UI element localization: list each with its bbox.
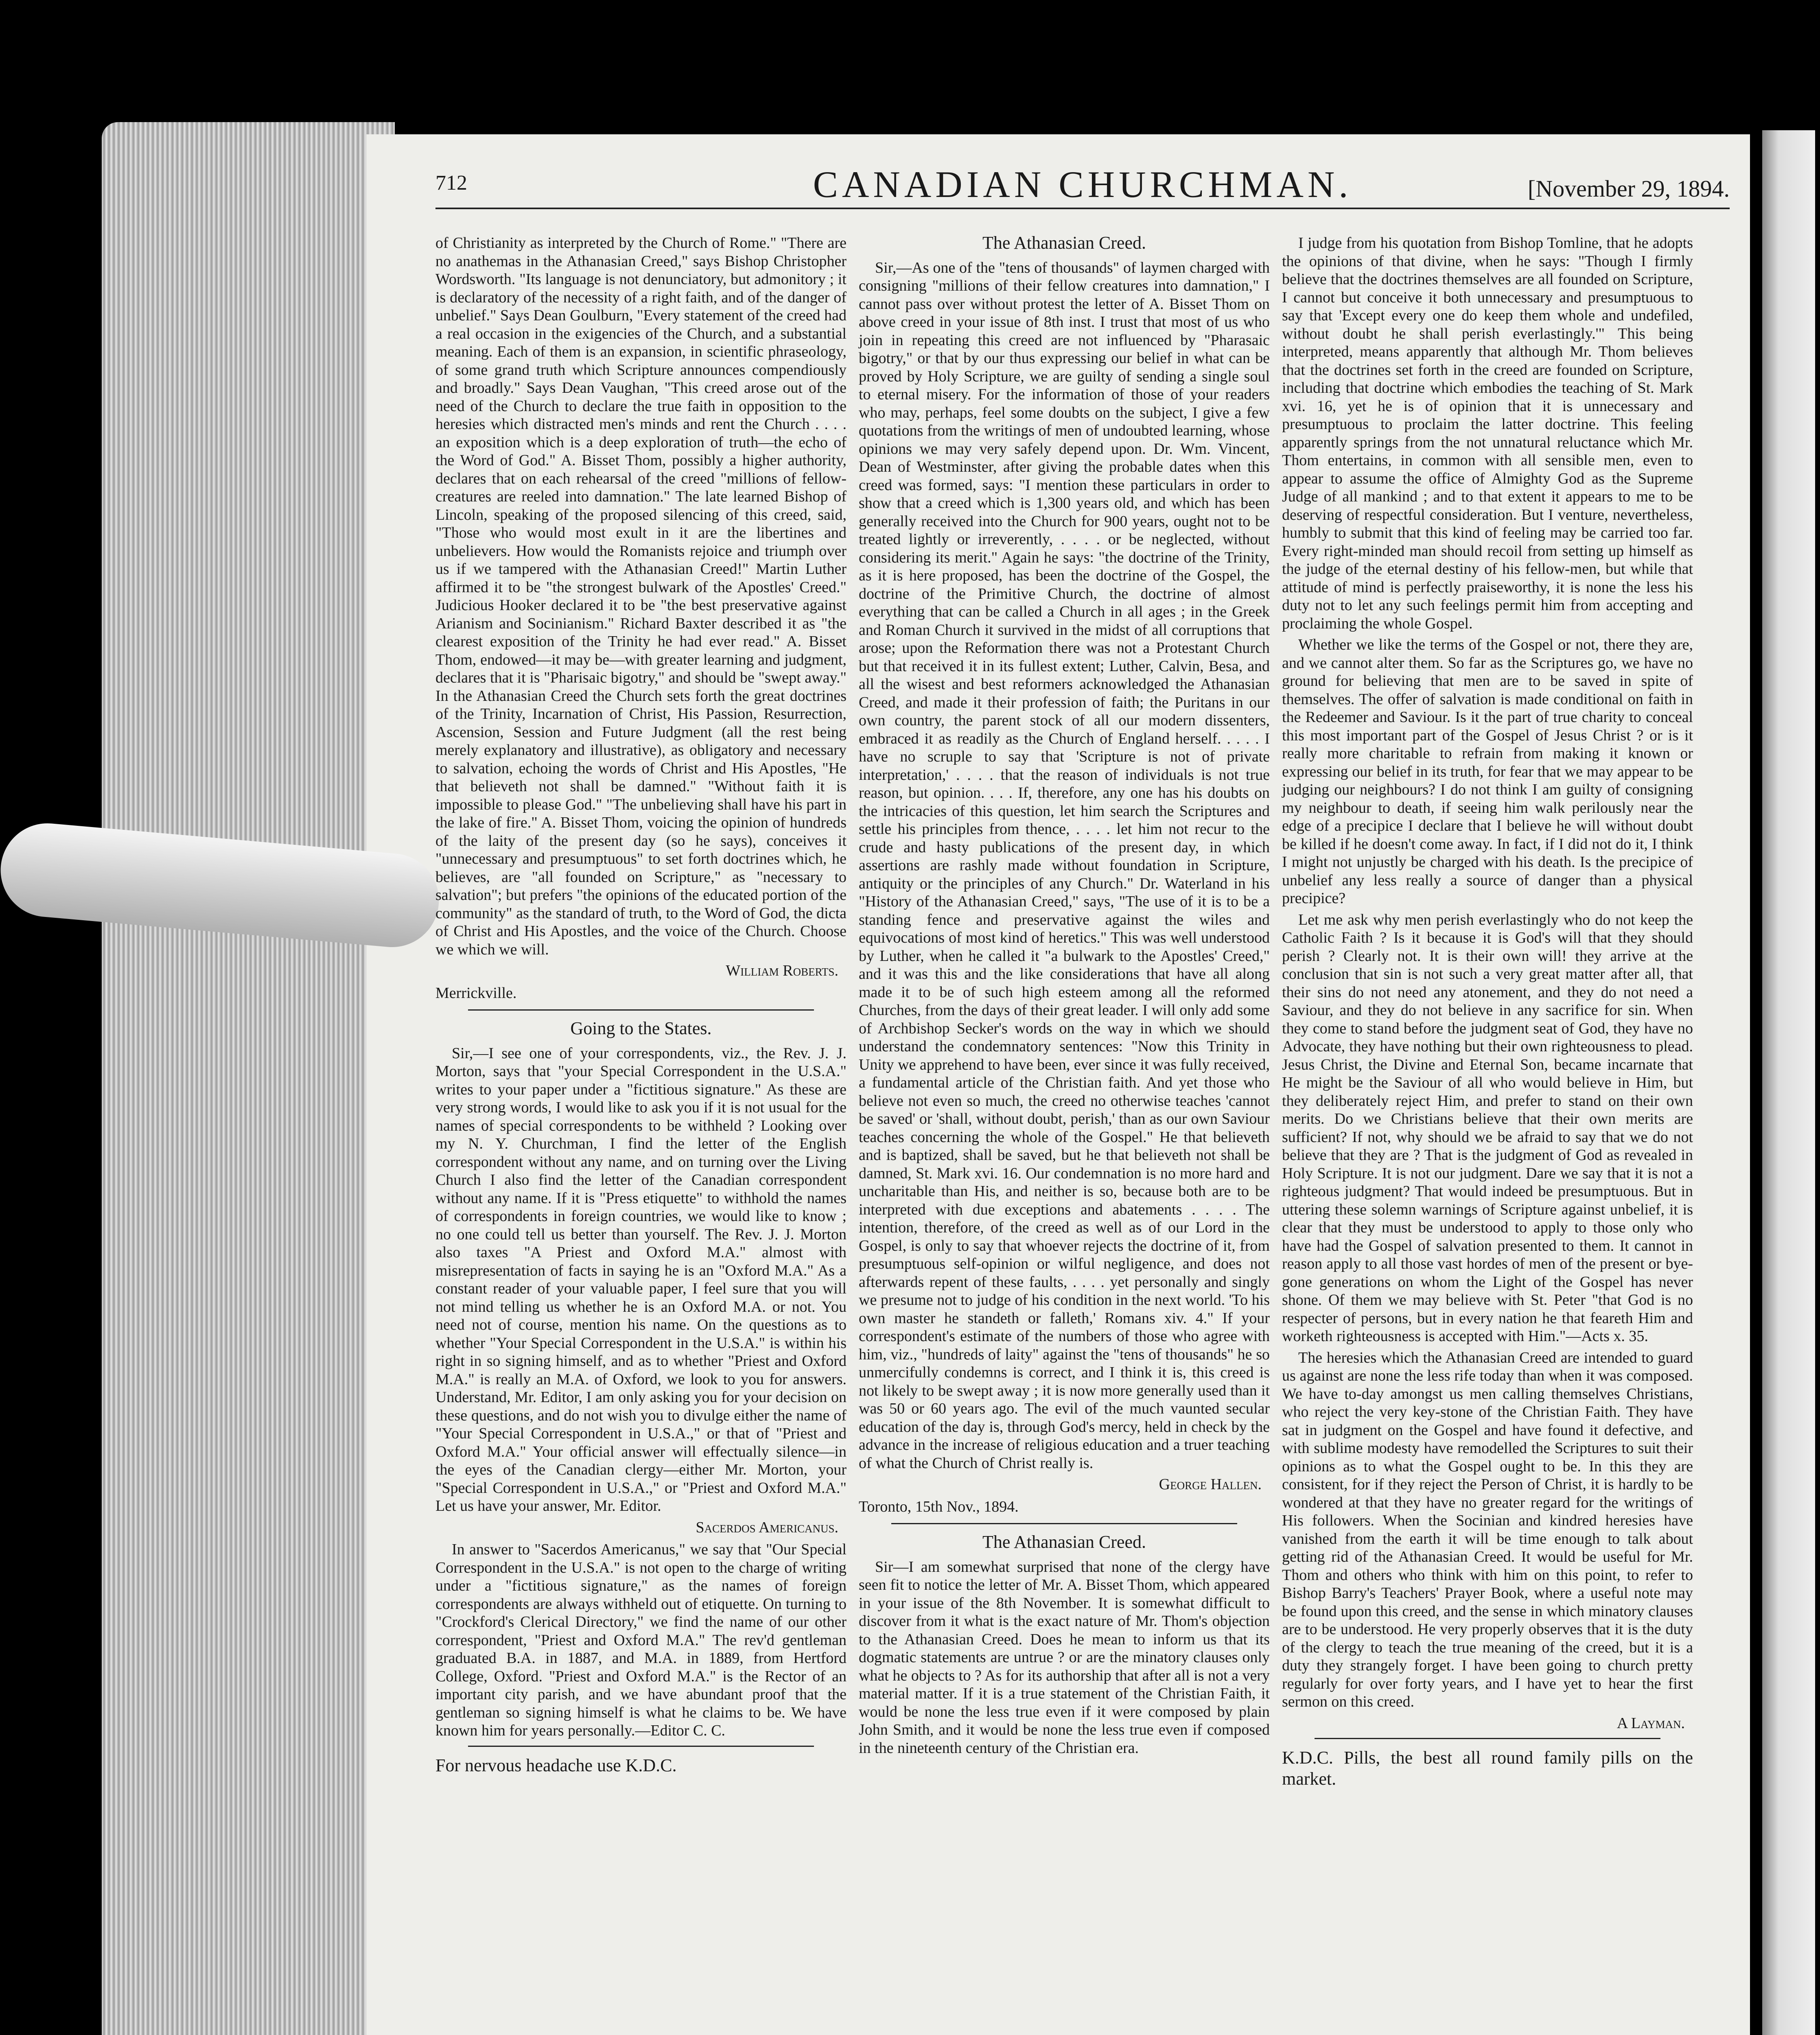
page-header [435, 163, 1730, 209]
masthead-title: CANADIAN CHURCHMAN. [813, 164, 1352, 205]
letter-sacerdos-body: Sir,—I see one of your correspondents, viz., the Rev. J. J. Morton, says that "your Special Correspondent in the U.S.A." writes to your paper under a "fictitious signature." As these are very strong words, I would like to ask you if it is not usual for the names of special correspondents to be withheld ? Looking over my N. Y. Churchman, I find the letter of the English correspondent without any name, and on turning over the Living Church I also find the letter of the Canadian correspondent without any name. If it is "Press etiquette" to withhold the names of correspondents in foreign countries, we would like to know ; no one could tell us better than yourself. The Rev. J. J. Morton also taxes "A Priest and Oxford M.A." almost with misrepresentation of facts in saying he is an "Oxford M.A." As a constant reader of your valuable paper, I feel sure that you will not mind telling us whether he is an Oxford M.A. or not. You need not of course, mention his name. On the questions as to whether "Your Special Correspondent in the U.S.A." is within his right in so signing himself, and as to whether "Priest and Oxford M.A." is really an M.A. of Oxford, we look to you for answers. Understand, Mr. Editor, I am only asking you for your decision on these questions, and do not wish you to divulge either the name of "Your Special Correspondent in U.S.A.," or that of "Priest and Oxford M.A." Your official answer will effectually silence—in the eyes of the Canadian clergy—either Mr. Morton, your "Special Correspondent in U.S.A.," or "Priest and Oxford M.A." Let us have your answer, Mr. Editor. [435, 1044, 847, 1514]
signature-sacerdos: Sacerdos Americanus. [696, 1519, 838, 1536]
advertisement-kdc-pills: K.D.C. Pills, the best all round family pills on the market. [1282, 1748, 1693, 1789]
article-title-athanasian-creed-2: The Athanasian Creed. [982, 1532, 1146, 1552]
divider [891, 1523, 1237, 1524]
book-page-edges [102, 122, 395, 2035]
article-title-going-to-states: Going to the States. [570, 1018, 712, 1038]
letter-layman-body-2: I judge from his quotation from Bishop Tomline, that he adopts the opinions of that divine, when he says: "Though I firmly believe that the doctrines themselves are all founded on Scripture, I cannot but conceive it both unnecessary and presumptuous to say that 'Except every one do keep them whole and undefiled, without doubt he shall perish everlastingly.'" This being interpreted, means apparently that although Mr. Thom believes that the doctrines set forth in the creed are founded on Scripture, including that doctrine which embodies the teaching of St. Mark xvi. 16, yet he is of opinion that it is unnecessary and presumptuous to proclaim the latter doctrine. This feeling apparently springs from the not unnatural reluctance which Mr. Thom entertains, in common with all sensible men, even to appear to assume the office of Almighty God as the Supreme Judge of all mankind ; and to that extent it appears to me to be deserving of respectful consideration. But I venture, nevertheless, humbly to submit that this kind of feeling may be carried too far. Every right-minded man should recoil from setting up himself as the judge of the eternal destiny of his fellow-men, but while that attitude of mind is perfectly praiseworthy, it is none the less his duty not to let any such feelings permit him from accepting and proclaiming the whole Gospel. [1282, 234, 1693, 632]
signature-roberts: William Roberts. [726, 962, 838, 979]
divider [468, 1746, 814, 1747]
letter-hallen-body: Sir,—As one of the "tens of thousands" of laymen charged with consigning "millions of their fellow creatures into damnation," I cannot pass over without protest the letter of A. Bisset Thom on above creed in your issue of 8th inst. I trust that most of us who join in repeating this creed are not influenced by "Pharasaic bigotry," or that by our thus expressing our belief in what can be proved by Holy Scripture, we are guilty of sending a single soul to eternal misery. For the information of those of your readers who may, perhaps, feel some doubts on the subject, I give a few quotations from the writings of men of undoubted learning, whose opinions we may very safely depend upon. Dr. Wm. Vincent, Dean of Westminster, after giving the probable dates when this creed was formed, says: "I mention these particulars in order to show that a creed which is 1,300 years old, and which has been generally received into the Church for 900 years, ought not to be treated lightly or irreverently, . . . . or be neglected, without considering its merit." Again he says: "the doctrine of the Trinity, as it is here proposed, has been the doctrine of the Gospel, the doctrine of the Primitive Church, the doctrine of almost everything that can be called a Church in all ages ; in the Greek and Roman Church it survived in the midst of all corruptions that arose; upon the Reformation there was not a Protestant Church but that received it in its fullest extent; Luther, Calvin, Besa, and all the wisest and best reformers acknowledged the Athanasian Creed, and made it their profession of faith; the Puritans in our own country, the parent stock of all our modern dissenters, embraced it as readily as the Church of England herself. . . . . I have no scruple to say that 'Scripture is not of private interpretation,' . . . . that the reason of individuals is not true reason, but opinion. . . . If, therefore, any one has his doubts on the intricacies of this question, let him search the Scriptures and settle his principles from thence, . . . . let him not recur to the crude and hasty publications of the present day, in which assertions are rashly made without foundation in Scripture, antiquity or the principles of any Church." Dr. Waterland in his "History of the Athanasian Creed," says, "The use of it is to be a standing fence and preservative against the wiles and equivocations of most kind of heretics." This was well understood by Luther, when he called it "a bulwark to the Apostles' Creed," and it was this and the like considerations that have all along made it to be of such high esteem among all the reformed Churches, from the days of their great leader. I will only add some of Archbishop Secker's words on the way in which we should understand the condemnatory sentences: "Now this Trinity in Unity we apprehend to have been, ever since it was fully received, a fundamental article of the Christian faith. And yet those who believe not even so much, the creed no otherwise teaches 'cannot be saved' or 'shall, without doubt, perish,' than as our own Saviour teaches concerning the whole of the Gospel." He that believeth and is baptized, shall be saved, but he that believeth not shall be damned, St. Mark xvi. 16. Our condemnation is no more hard and uncharitable than His, and neither is so, because both are to be interpreted with due exceptions and abatements . . . . The intention, therefore, of the creed as well as of our Lord in the Gospel, is only to say that whoever rejects the doctrine of it, from presumptuous self-opinion or wilful negligence, and does not afterwards repent of these faults, . . . . yet personally and singly we presume not to judge of his condition in the next world. 'To his own master he standeth or falleth,' Romans xiv. 4." If your correspondent's estimate of the numbers of those who agree with him, viz., "hundreds of laity" against the "tens of thousands" he so unmercifully condemns is correct, and I think it is, this creed is not likely to be swept away ; it is now more generally used than it was 50 or 60 years ago. The evil of the much vaunted secular education of the day is, through God's mercy, held in check by the advance in the increase of religious education and a truer teaching of what the Church of Christ really is. [859, 259, 1270, 1472]
column-1 [435, 234, 847, 1776]
letter-roberts-body: of Christianity as interpreted by the Church of Rome." "There are no anathemas in the Athanasian Creed," says Bishop Christopher Wordsworth. "Its language is not denunciatory, but admonitory ; it is declaratory of the necessity of a right faith, and of the danger of unbelief." Says Dean Goulburn, "Every statement of the creed had a real occasion in the exigencies of the Church, and a substantial meaning. Each of them is an expansion, in scientific phraseology, of some grand truth which Scripture announces compendiously and broadly." Says Dean Vaughan, "This creed arose out of the need of the Church to declare the true faith in opposition to the heresies which distracted men's minds and rent the Church . . . . an exposition which is a deep exploration of truth—the echo of the Word of God." A. Bisset Thom, possibly a higher authority, declares that on each rehearsal of the creed "millions of fellow-creatures are reeled into damnation." The late learned Bishop of Lincoln, speaking of the proposed silencing of this creed, said, "Those who would most exult in it are the libertines and unbelievers. How would the Romanists rejoice and triumph over us if we tampered with the Athanasian Creed!" Martin Luther affirmed it to be "the strongest bulwark of the Apostles' Creed." Judicious Hooker declared it to be "the best preservative against Arianism and Socinianism." Richard Baxter described it as "the clearest exposition of the Trinity he had ever read." A. Bisset Thom, endowed—it may be—with greater learning and judgment, declares that it is "Pharisaic bigotry," and should be "swept away." In the Athanasian Creed the Church sets forth the great doctrines of the Trinity, Incarnation of Christ, His Passion, Resurrection, Ascension, Session and Future Judgment (all the rest being merely explanatory and illustrative), as obligatory and necessary to salvation, echoing the words of Christ and His Apostles, "He that believeth not shall be damned." "Without faith it is impossible to please God." "The unbelieving shall have his part in the lake of fire." A. Bisset Thom, voicing the opinion of hundreds of the laity of the present day (so he says), conceives it "unnecessary and presumptuous" to set forth doctrines which, he believes, are "all founded on Scripture," as "necessary to salvation"; but prefers "the opinions of the educated portion of the community" as the standard of truth, to the Word of God, the dicta of Christ and His Apostles, and the voice of the Church. Choose we which we will. [435, 234, 847, 958]
divider [1315, 1738, 1660, 1739]
place-roberts: Merrickville. [435, 984, 517, 1002]
letter-layman-body-4: Let me ask why men perish everlastingly who do not keep the Catholic Faith ? Is it because it is God's will that they should perish ? Clearly not. It is their own will! they arrive at the conclusion that sin is not such a very great matter after all, that their sins do not need any atonement, and they do not need a Saviour, and they do not believe in any sacrifice for sin. When they come to stand before the judgment seat of God, they have no Advocate, they have nothing but their own righteousness to plead. Jesus Christ, the Divine and Eternal Son, became incarnate that He might be the Saviour of all who would believe in Him, but they deliberately reject Him, and prefer to stand on their own merits. Do we Christians believe that their own merits are sufficient? If not, why should we be afraid to say that we do not believe that they are ? That is the judgment of God as revealed in Holy Scripture. It is not our judgment. Dare we say that it is not a righteous judgment? That would indeed be presumptuous. But in uttering these solemn warnings of Scripture against unbelief, it is clear that they must be understood to apply to those only who have had the Gospel of salvation presented to them. It cannot in reason apply to all those vast hordes of men of the present or bye-gone generations on whom the Light of the Gospel has never shone. Of them we may believe with St. Peter "that God is no respecter of persons, but in every nation he that feareth Him and worketh righteousness is accepted with Him."—Acts x. 35. [1282, 911, 1693, 1345]
letter-layman-body-1: Sir—I am somewhat surprised that none of the clergy have seen fit to notice the letter of Mr. A. Bisset Thom, which appeared in your issue of the 8th November. It is somewhat difficult to discover from it what is the exact nature of Mr. Thom's objection to the Athanasian Creed. Does he mean to inform us that its dogmatic statements are untrue ? or are the minatory clauses only what he objects to ? As for its authorship that after all is not a very material matter. If it is a true statement of the Christian Faith, it would be none the less true even if it were composed by plain John Smith, and it would be none the less true even if composed in the nineteenth century of the Christian era. [859, 1558, 1270, 1757]
page-number: 712 [435, 171, 467, 195]
editor-reply: In answer to "Sacerdos Americanus," we say that "Our Special Correspondent in the U.S.A." is not open to the charge of writing under a "fictitious signature," as the names of foreign correspondents are always withheld out of etiquette. On turning to "Crockford's Clerical Directory," we find the name of our other correspondent, "Priest and Oxford M.A." The rev'd gentleman graduated B.A. in 1887, and M.A. in 1889, from Hertford College, Oxford. "Priest and Oxford M.A." is the Rector of an important city parish, and we have abundant proof that the gentleman so signing himself is what he claims to be. We have known him for years personally.—Editor C. C. [435, 1541, 847, 1739]
place-hallen: Toronto, 15th Nov., 1894. [859, 1498, 1019, 1515]
letter-layman-body-3: Whether we like the terms of the Gospel or not, there they are, and we cannot alter them. So far as the Scriptures go, we have no ground for believing that men are to be saved in spite of themselves. The offer of salvation is made conditional on faith in the Redeemer and Saviour. Is it the part of true charity to conceal this most important part of the Gospel of Jesus Christ ? or is it really more charitable to refrain from making it known or expressing our belief in its truth, for fear that we may appear to be judging our neighbours? I do not think I am guilty of consigning my neighbour to death, if seeing him walk perilously near the edge of a precipice I declare that I believe he will without doubt be killed if he doesn't come away. In fact, if I did not do it, I think I might not unjustly be charged with his death. Is the precipice of unbelief any less really a source of danger than a physical precipice? [1282, 636, 1693, 907]
signature-layman: A Layman. [1617, 1714, 1685, 1732]
letter-layman-body-5: The heresies which the Athanasian Creed are intended to guard us against are none the less rife today than when it was composed. We have to-day amongst us men calling themselves Christians, who reject the very key-stone of the Christian Faith. They have sat in judgment on the Gospel and have found it defective, and with sublime modesty have remodelled the Scriptures to suit their opinions as to what the Gospel ought to be. In this they are consistent, for if they reject the Person of Christ, it is hardly to be wondered at that they have no greater regard for the writings of His followers. When the Socinian and kindred heresies have vanished from the earth it will be time enough to talk about getting rid of the Athanasian Creed. It would be useful for Mr. Thom and others who think with him on this point, to refer to Bishop Barry's Teachers' Prayer Book, where a useful note may be found upon this creed, and the sense in which minatory clauses are to be understood. He very properly observes that it is the duty of the clergy to teach the true meaning of the creed, but it is a duty they strangely forget. I have been going to church pretty regularly for over forty years, and I have yet to hear the first sermon on this creed. [1282, 1349, 1693, 1710]
column-3 [1282, 234, 1693, 1790]
divider [468, 1009, 814, 1011]
signature-hallen: George Hallen. [1159, 1476, 1262, 1493]
facing-page-edge [1762, 130, 1815, 2035]
article-title-athanasian-creed-1: The Athanasian Creed. [982, 233, 1146, 253]
issue-date: [November 29, 1894. [1527, 175, 1730, 202]
column-2 [859, 234, 1270, 1760]
advertisement-kdc: For nervous headache use K.D.C. [435, 1755, 677, 1775]
